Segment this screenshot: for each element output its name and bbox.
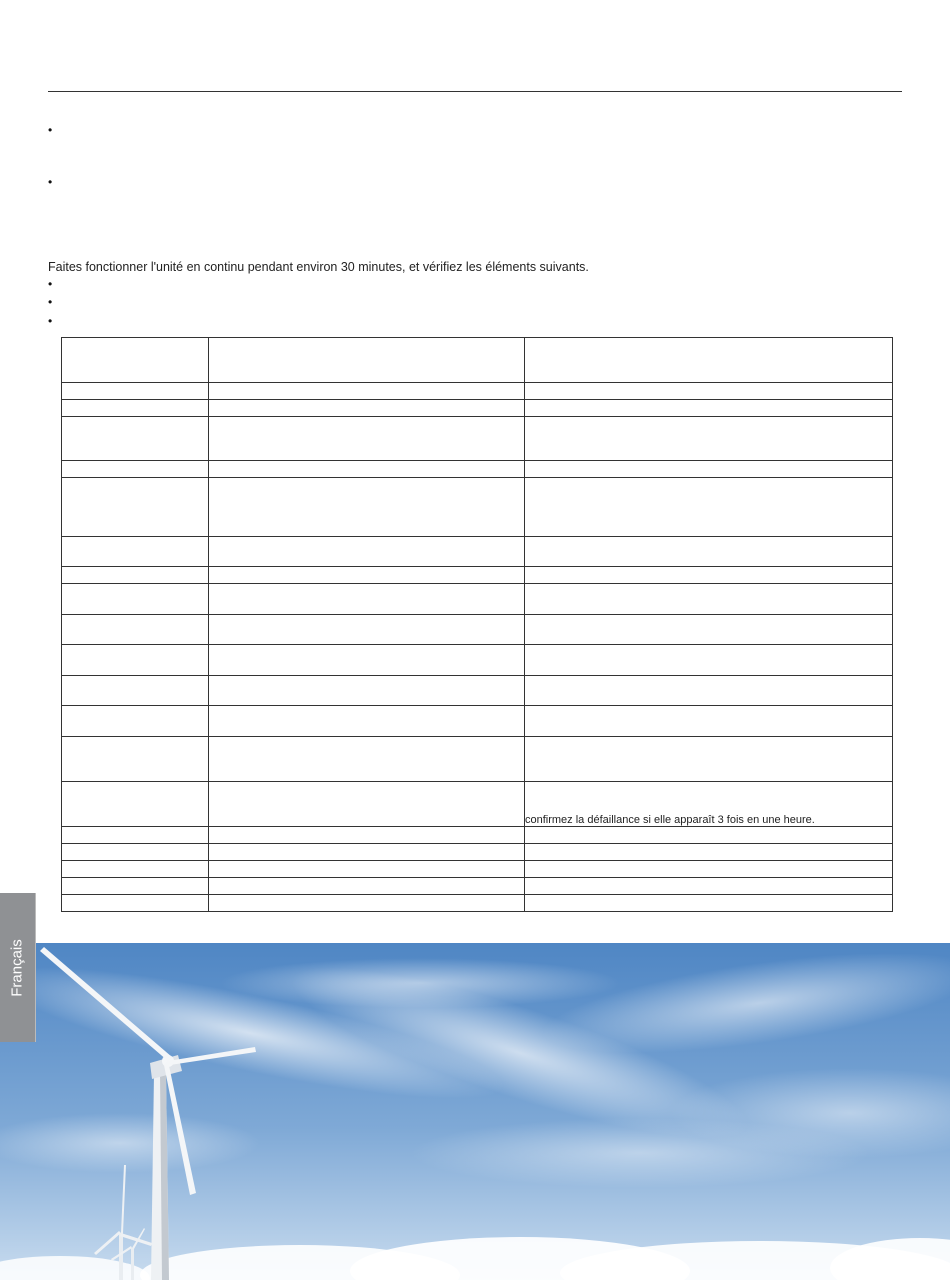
table-cell bbox=[209, 782, 525, 827]
language-tab-label: Français bbox=[8, 939, 26, 997]
bullet-marker: • bbox=[48, 277, 53, 291]
table-cell bbox=[62, 676, 209, 706]
table-cell bbox=[525, 567, 893, 584]
table-row bbox=[62, 645, 893, 676]
top-rule bbox=[48, 91, 902, 92]
table-cell bbox=[209, 417, 525, 461]
table-cell bbox=[525, 400, 893, 417]
table-cell bbox=[209, 827, 525, 844]
table-row bbox=[62, 417, 893, 461]
table-cell bbox=[62, 615, 209, 645]
table-cell bbox=[209, 844, 525, 861]
wind-turbine-photo bbox=[0, 943, 950, 1280]
table-cell bbox=[62, 827, 209, 844]
table-row bbox=[62, 537, 893, 567]
table-cell bbox=[525, 645, 893, 676]
table-row bbox=[62, 827, 893, 844]
table-cell bbox=[209, 737, 525, 782]
table-row bbox=[62, 567, 893, 584]
table-row bbox=[62, 584, 893, 615]
table-cell bbox=[525, 676, 893, 706]
table-cell bbox=[62, 706, 209, 737]
table-cell bbox=[209, 706, 525, 737]
table-cell bbox=[62, 861, 209, 878]
table-cell bbox=[525, 706, 893, 737]
table-cell bbox=[525, 737, 893, 782]
table-cell bbox=[209, 338, 525, 383]
table-cell bbox=[62, 461, 209, 478]
table-cell bbox=[525, 895, 893, 912]
table-cell bbox=[209, 478, 525, 537]
table-cell bbox=[209, 645, 525, 676]
table-cell bbox=[62, 584, 209, 615]
table-row bbox=[62, 676, 893, 706]
table-cell bbox=[209, 567, 525, 584]
table-row bbox=[62, 706, 893, 737]
table-cell bbox=[525, 861, 893, 878]
table-cell bbox=[209, 861, 525, 878]
table-cell bbox=[62, 338, 209, 383]
table-cell bbox=[62, 417, 209, 461]
table-cell bbox=[62, 400, 209, 417]
table-row bbox=[62, 861, 893, 878]
table-row bbox=[62, 782, 893, 827]
table-cell bbox=[525, 584, 893, 615]
table-cell bbox=[209, 615, 525, 645]
table-cell bbox=[209, 878, 525, 895]
table-row bbox=[62, 478, 893, 537]
bullet-marker: • bbox=[48, 123, 53, 137]
table-cell bbox=[62, 782, 209, 827]
table-cell bbox=[209, 537, 525, 567]
table-cell bbox=[62, 895, 209, 912]
table-cell bbox=[209, 584, 525, 615]
table-cell bbox=[209, 383, 525, 400]
bullet-marker: • bbox=[48, 295, 53, 309]
table-cell bbox=[62, 567, 209, 584]
table-cell bbox=[525, 827, 893, 844]
table-row bbox=[62, 400, 893, 417]
table-row bbox=[62, 615, 893, 645]
bullet-marker: • bbox=[48, 314, 53, 328]
table-cell bbox=[525, 615, 893, 645]
intro-paragraph: Faites fonctionner l'unité en continu pendant environ 30 minutes, et vérifiez les éléments suivants. bbox=[48, 260, 589, 274]
check-table bbox=[61, 337, 893, 912]
table-cell bbox=[62, 844, 209, 861]
table-cell bbox=[62, 645, 209, 676]
table-cell bbox=[525, 844, 893, 861]
table-row bbox=[62, 338, 893, 383]
table-cell bbox=[525, 383, 893, 400]
table-row bbox=[62, 737, 893, 782]
table-cell bbox=[209, 400, 525, 417]
table-cell bbox=[62, 383, 209, 400]
table-cell bbox=[525, 878, 893, 895]
table-cell bbox=[209, 895, 525, 912]
table-cell bbox=[62, 537, 209, 567]
table-cell bbox=[525, 338, 893, 383]
bullet-marker: • bbox=[48, 175, 53, 189]
table-row bbox=[62, 383, 893, 400]
table-cell-note: confirmez la défaillance si elle apparaît 3 fois en une heure. bbox=[525, 782, 893, 827]
table-row bbox=[62, 878, 893, 895]
table-cell bbox=[62, 737, 209, 782]
table-row bbox=[62, 844, 893, 861]
table-cell bbox=[525, 478, 893, 537]
table-row bbox=[62, 895, 893, 912]
table-cell bbox=[525, 537, 893, 567]
table-cell bbox=[525, 461, 893, 478]
table-cell bbox=[62, 478, 209, 537]
table-cell bbox=[525, 417, 893, 461]
table-cell bbox=[209, 461, 525, 478]
table-row bbox=[62, 461, 893, 478]
table-cell bbox=[209, 676, 525, 706]
table-cell bbox=[62, 878, 209, 895]
